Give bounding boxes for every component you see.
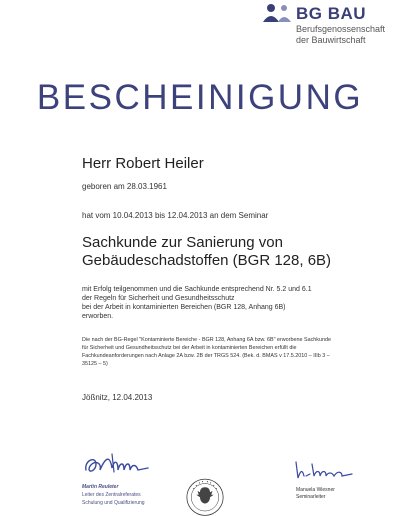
completion-line: der Regeln für Sicherheit und Gesundheitsschutz [82, 295, 235, 302]
official-seal-icon [173, 476, 237, 516]
signer-left-title-1: Leiter des Zentralreferates [82, 492, 141, 498]
signature-right [292, 458, 372, 484]
regulation-line: für Sicherheit und Gesundheitsschutz bei der Arbeit in kontaminierten Bereichen erfüllt die [82, 345, 297, 351]
signer-right-block [296, 487, 335, 501]
regulation-note [82, 336, 382, 368]
signer-right-title: Seminarleiter [296, 494, 326, 500]
org-subtitle-1: Berufsgenossenschaft [296, 24, 386, 34]
bg-bau-logo [262, 2, 396, 50]
signer-right-name: Manuela Wiesner [296, 487, 335, 493]
signature-left [82, 446, 182, 480]
document-title: BESCHEINIGUNG [36, 78, 364, 117]
completion-statement [82, 285, 382, 321]
signer-left-title-2: Schulung und Qualifizierung [82, 500, 145, 506]
completion-line: erworben. [82, 313, 114, 320]
course-title-line: Sachkunde zur Sanierung von [82, 234, 283, 251]
regulation-line: Die nach der BG-Regel "Kontaminierte Bereiche - BGR 128, Anhang 6A bzw. 6B" erworbene Sachkunde [82, 337, 331, 343]
completion-line: mit Erfolg teilgenommen und die Sachkunde entsprechend Nr. 5.2 und 6.1 [82, 286, 312, 293]
seminar-dates-line: hat vom 10.04.2013 bis 12.04.2013 an dem Seminar [82, 211, 269, 220]
signer-left-block [82, 483, 145, 507]
completion-line: bei der Arbeit in kontaminierten Bereichen (BGR 128, Anhang 6B) [82, 304, 286, 311]
course-title-line: Gebäudeschadstoffen (BGR 128, 6B) [82, 252, 332, 269]
course-title [82, 234, 382, 270]
signer-left-name: Martin Reuleter [82, 484, 119, 490]
org-name: BG BAU [296, 4, 367, 23]
recipient-name: Herr Robert Heiler [82, 155, 204, 172]
birth-date-line: geboren am 28.03.1961 [82, 182, 167, 191]
regulation-line: Fachkundeanforderungen nach Anlage 2A bzw. 2B der TRGS 524. (Bek. d. BMAS v 17.5.2010 – IIIb 3 – [82, 353, 330, 359]
place-and-date: Jößnitz, 12.04.2013 [82, 393, 153, 402]
bg-bau-logo-icon [262, 2, 296, 24]
org-subtitle-2: der Bauwirtschaft [296, 35, 366, 45]
regulation-line: 35125 – 5) [82, 361, 108, 367]
